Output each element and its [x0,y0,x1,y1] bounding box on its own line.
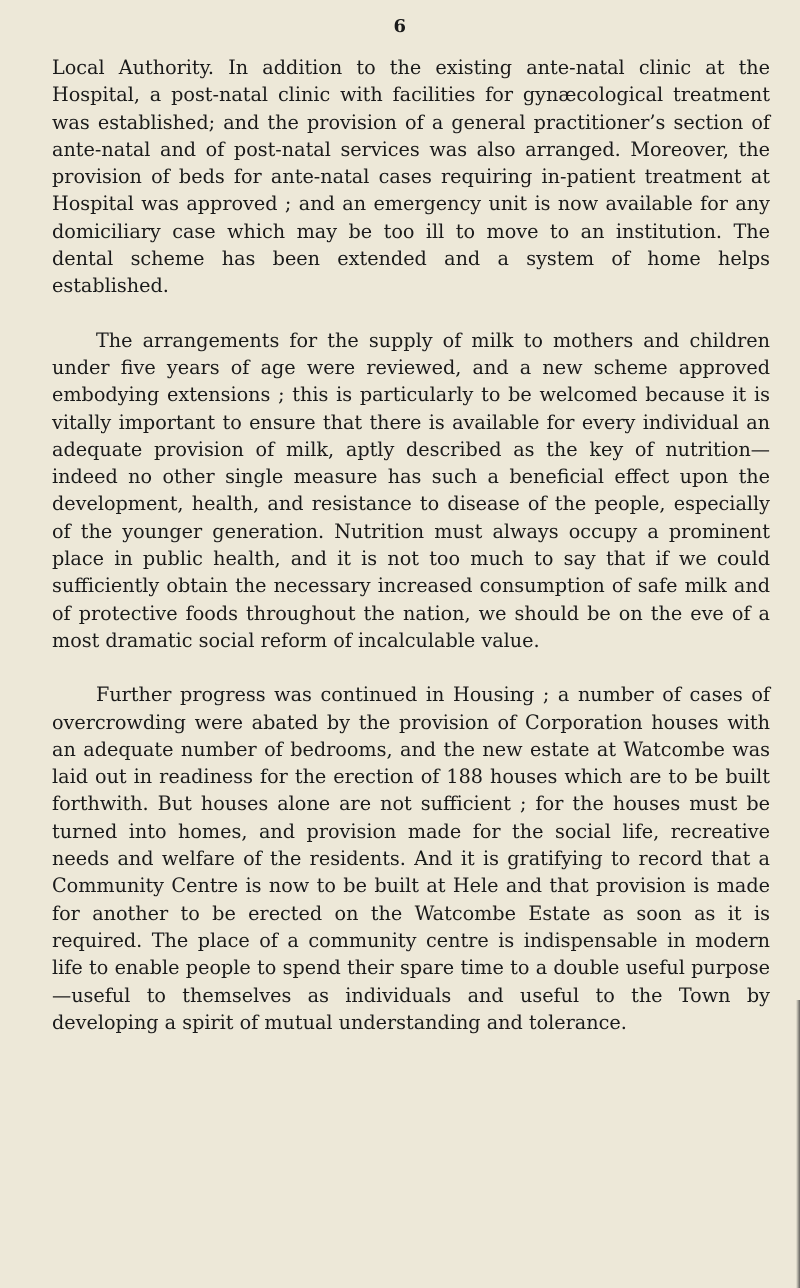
paragraph-milk-supply: The arrangements for the supply of milk to mothers and children under five years of age were reviewed, and a new scheme approved embodying extensions ; this is particularly to be welcomed because it is vitally important to ensure that there is available for every individual an adequate provision of milk, aptly described as the key of nutrition—indeed no other single measure has such a beneficial effect upon the development, health, and resistance to disease of the people, especially of the younger generation. Nutrition must always occupy a prominent place in public health, and it is not too much to say that if we could sufficiently obtain the necessary increased consumption of safe milk and of protective foods throughout the nation, we should be on the eve of a most dramatic social reform of incalculable value. [52,328,770,652]
paragraph-local-authority: Local Authority. In addition to the existing ante-natal clinic at the Hospital, a post-natal clinic with facilities for gynæcological treatment was established; and the provision of a general practitioner’s section of ante-natal and of post-natal services was also arranged. Moreover, the provision of beds for ante-natal cases requiring in-patient treatment at Hospital was approved ; and an emergency unit is now available for any domiciliary case which may be too ill to move to an institution. The dental scheme has been extended and a system of home helps established. [52,56,770,298]
document-body [52,54,770,1063]
page-edge-shadow [796,1000,800,1288]
page-number: 6 [393,16,407,37]
paragraph-housing: Further progress was continued in Housing ; a number of cases of overcrowding were abated by the provision of Corporation houses with an adequate number of bedrooms, and the new estate at Watcombe was laid out in readiness for the erection of 188 houses which are to be built forthwith. But houses alone are not sufficient ; for the houses must be turned into homes, and provision made for the social life, recreative needs and welfare of the residents. And it is gratifying to record that a Community Centre is now to be built at Hele and that provision is made for another to be erected on the Watcombe Estate as soon as it is required. The place of a community centre is indispensable in modern life to enable people to spend their spare time to a double useful purpose—useful to themselves as individuals and useful to the Town by developing a spirit of mutual understanding and tolerance. [52,683,770,1034]
